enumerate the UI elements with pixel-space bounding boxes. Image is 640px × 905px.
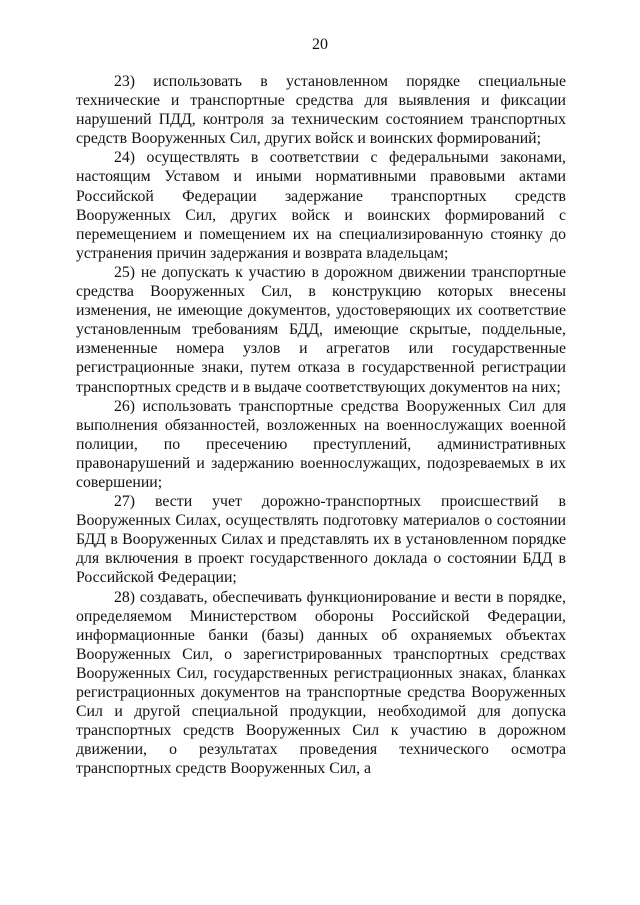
list-item-24: 24) осуществлять в соответствии с федеральными законами, настоящим Уставом и иными нормативными правовыми актами Российской Федерации задержание транспортных средств Вооруженных Сил, других войск и воинских формирований с перемещением и помещением их на специализированную стоянку до устранения причин задержания и возврата владельцам; xyxy=(76,149,566,262)
list-item-28: 28) создавать, обеспечивать функционирование и вести в порядке, определяемом Министерством обороны Российской Федерации, информационные банки (базы) данных об охраняемых объектах Вооруженных Сил, о зарегистрированных транспортных средствах Вооруженных Сил, государственных регистрационных знаках, бланках регистрационных документов на транспортные средства Вооруженных Сил и другой специальной продукции, необходимой для допуска транспортных средств Вооруженных Сил к участию в дорожном движении, о результатах проведения технического осмотра транспортных средств Вооруженных Сил, а xyxy=(76,588,566,778)
page-number: 20 xyxy=(312,36,328,53)
list-item-23: 23) использовать в установленном порядке специальные технические и транспортные средства для выявления и фиксации нарушений ПДД, контроля за техническим состоянием транспортных средств Вооруженных Сил, других войск и воинских формирований; xyxy=(76,73,566,148)
list-item-27: 27) вести учет дорожно-транспортных происшествий в Вооруженных Силах, осуществлять подготовку материалов о состоянии БДД в Вооруженных Силах и представлять их в установленном порядке для включения в проект государственного доклада о состоянии БДД в Российской Федерации; xyxy=(76,493,566,587)
list-item-26: 26) использовать транспортные средства Вооруженных Сил для выполнения обязанностей, возложенных на военнослужащих военной полиции, по пресечению преступлений, административных правонарушений и задержанию военнослужащих, подозреваемых в их совершении; xyxy=(76,397,566,491)
list-item-25: 25) не допускать к участию в дорожном движении транспортные средства Вооруженных Сил, в конструкцию которых внесены изменения, не имеющие документов, удостоверяющих их соответствие установленным требованиям БДД, имеющие скрытые, поддельные, измененные номера узлов и агрегатов или государственные регистрационные знаки, путем отказа в государственной регистрации транспортных средств и в выдаче соответствующих документов на них; xyxy=(76,263,566,396)
document-body xyxy=(76,72,566,778)
